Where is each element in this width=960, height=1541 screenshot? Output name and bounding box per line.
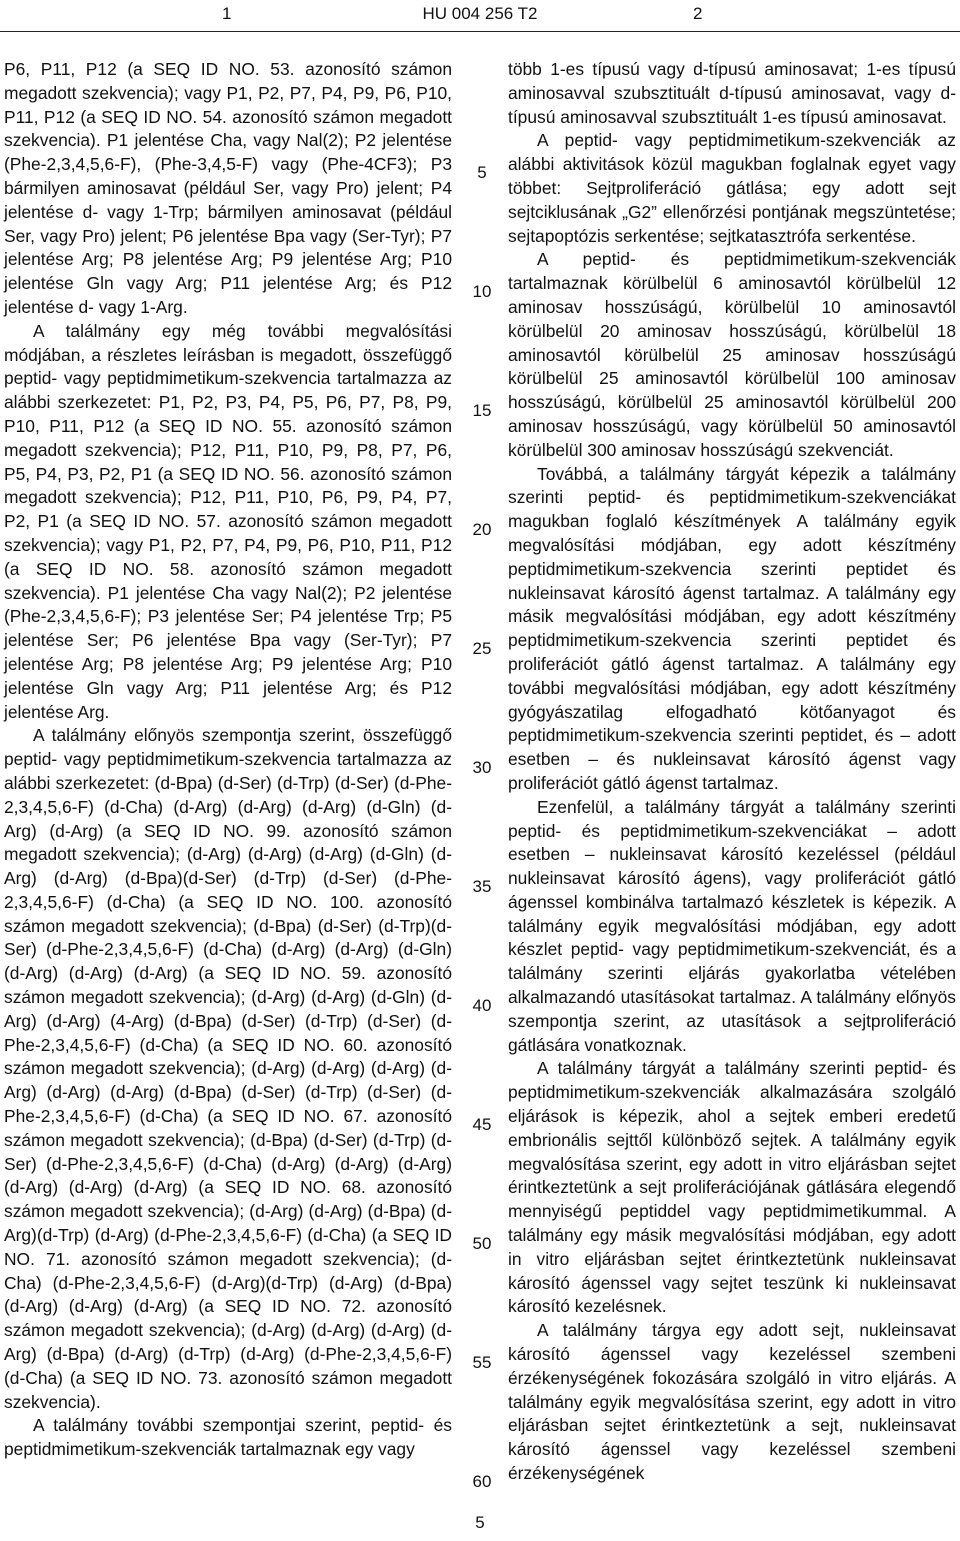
right-paragraph-4: Továbbá, a találmány tárgyát képezik a találmány szerinti peptid- és peptidmimetikum-szekvenciákat magukban foglaló készítmények A találmány egyik megvalósítási módjában, egy adott készítmény peptidmimetikum-szekvencia szerinti peptidet és nukleinsavat károsító ágenst tartalmaz. A találmány egy másik megvalósítási módjában, egy adott készítmény peptidmimetikum-szekvencia szerinti peptidet és proliferációt gátló ágenst tartalmaz. A találmány egy további megvalósítási módjában, egy adott készítmény gyógyászatilag elfogadható kötőanyagot és peptidmimetikum-szekvencia szerinti peptidet, és – adott esetben – és nukleinsavat károsító ágenst vagy proliferációt gátló ágenst tartalmaz. (508, 463, 956, 793)
right-paragraph-2: A peptid- vagy peptidmimetikum-szekvenciák az alábbi aktivitások közül magukban foglalnak egyet vagy többet: Sejtproliferáció gátlása; egy adott sejt sejtciklusának „G2” ellenőrzési pontjának megszüntetése; sejtapoptózis serkentése; sejtkatasztrófa serkentése. (508, 130, 956, 246)
left-column (4, 58, 452, 1462)
line-number: 5 (477, 163, 487, 182)
line-number: 55 (472, 1353, 492, 1372)
left-paragraph-2: A találmány egy még további megvalósítási módjában, a részletes leírásban is megadott, összefüggő peptid- vagy peptidmimetikum-szekvencia tartalmazza az alábbi szerkezetet: P1, P2, P3, P4, P5, P6, P7, P8, P9, P10, P11, P12 (a SEQ ID NO. 55. azonosító számon megadott szekvencia); P12, P11, P10, P9, P8, P7, P6, P5, P4, P3, P2, P1 (a SEQ ID NO. 56. azonosító számon megadott szekvencia); P12, P11, P10, P6, P9, P4, P7, P2, P1 (a SEQ ID NO. 57. azonosító számon megadott szekvencia); vagy P1, P2, P7, P4, P9, P6, P10, P11, P12 (a SEQ ID NO. 58. azonosító számon megadott szekvencia). P1 jelentése Cha vagy Nal(2); P2 jelentése (Phe-2,3,4,5,6-F); P3 jelentése Ser; P4 jelentése Trp; P5 jelentése Ser; P6 jelentése Bpa vagy (Ser-Tyr); P7 jelentése Arg; P8 jelentése Arg; P9 jelentése Arg; P10 jelentése Gln vagy Arg; P11 jelentése Arg; és P12 jelentése Arg. (4, 320, 452, 722)
left-paragraph-1: P6, P11, P12 (a SEQ ID NO. 53. azonosító számon megadott szekvencia); vagy P1, P2, P7, P4, P9, P6, P10, P11, P12 (a SEQ ID NO. 54. azonosító számon megadott szekvencia). P1 jelentése Cha, vagy Nal(2); P2 jelentése (Phe-2,3,4,5,6-F), (Phe-3,4,5-F) vagy (Phe-4CF3); P3 bármilyen aminosavat (például Ser, vagy Pro) jelent; P4 jelentése d- vagy 1-Trp; bármilyen aminosavat (például Ser, vagy Pro) jelent; P6 jelentése Bpa vagy (Ser-Tyr); P7 jelentése Arg; P8 jelentése Arg; P9 jelentése Arg; P10 jelentése Gln vagy Arg; P11 jelentése Arg; és P12 jelentése d- vagy 1-Arg. (4, 59, 452, 317)
line-number: 30 (472, 758, 492, 777)
line-number: 45 (472, 1115, 492, 1134)
right-paragraph-6: A találmány tárgyát a találmány szerinti peptid- és peptidmimetikum-szekvenciák alkalmazására szolgáló eljárások is képezik, ahol a sejtek emberi eredetű embrionális sejttől különböző sejtek. A találmány egyik megvalósítása szerint, egy adott in vitro eljárásban sejtet érintkeztetünk a sejt proliferációjának gátlására elegendő mennyiségű peptiddel vagy peptidmimetikummal. A találmány egy másik megvalósítási módjában, egy adott in vitro eljárásban sejtet érintkeztetünk nukleinsavat károsító ágenssel vagy sejtet teszünk ki nukleinsavat károsító kezelésnek. (508, 1058, 956, 1317)
footer-page-number: 5 (475, 1513, 485, 1532)
header-title: HU 004 256 T2 (422, 4, 538, 23)
line-number: 60 (472, 1472, 492, 1491)
line-number: 25 (472, 639, 492, 658)
line-number: 40 (472, 996, 492, 1015)
line-number: 15 (472, 401, 492, 420)
line-number: 20 (472, 520, 492, 539)
line-number: 50 (472, 1234, 492, 1253)
header-rule (0, 31, 960, 32)
header-page-right: 2 (693, 4, 703, 23)
right-paragraph-1: több 1-es típusú vagy d-típusú aminosavat; 1-es típusú aminosavval szubsztituált d-típusú aminosavat, vagy d-típusú aminosavval szubsztituált 1-es típusú aminosavat. (508, 59, 956, 127)
line-number: 35 (472, 877, 492, 896)
left-paragraph-4: A találmány további szempontjai szerint, peptid- és peptidmimetikum-szekvenciák tartalmaznak egy vagy (4, 1415, 452, 1460)
right-column (508, 58, 956, 1486)
right-paragraph-5: Ezenfelül, a találmány tárgyát a találmány szerinti peptid- és peptidmimetikum-szekvenciákat – adott esetben – nukleinsavat károsító kezeléssel (például nukleinsavat károsító ágens), vagy proliferációt gátló ágenssel kombinálva tartalmazó készletek is képezik. A találmány egyik megvalósítási módjában, egy adott készlet peptid- vagy peptidmimetikum-szekvenciát, és a találmány szerinti eljárás gyakorlatba vételében alkalmazandó utasításokat tartalmaz. A találmány előnyös szempontja szerint, az utasítások a sejtproliferáció gátlására vonatkoznak. (508, 796, 956, 1055)
header-page-left: 1 (222, 4, 232, 23)
right-paragraph-3: A peptid- és peptidmimetikum-szekvenciák tartalmaznak körülbelül 6 aminosavtól körülbelül 12 aminosav hosszúságú, körülbelül 10 aminosavtól körülbelül 20 aminosav hosszúságú, körülbelül 18 aminosavtól körülbelül 25 aminosav hosszúságú körülbelül 25 aminosavtól körülbelül 100 aminosav hosszúságú, körülbelül 25 aminosavtól körülbelül 200 aminosav hosszúságú, vagy körülbelül 50 aminosavtól körülbelül 300 aminosav hosszúságú szekvenciát. (508, 249, 956, 460)
right-paragraph-7: A találmány tárgya egy adott sejt, nukleinsavat károsító ágenssel vagy kezeléssel szembeni érzékenységének fokozására szolgáló in vitro eljárás. A találmány egyik megvalósítása szerint, egy adott in vitro eljárásban sejtet érintkeztetünk a sejt, nukleinsavat károsító ágenssel vagy kezeléssel szembeni érzékenységének (508, 1320, 956, 1484)
left-paragraph-3: A találmány előnyös szempontja szerint, összefüggő peptid- vagy peptidmimetikum-szekvencia tartalmazza az alábbi szerkezetet: (d-Bpa) (d-Ser) (d-Trp) (d-Ser) (d-Phe-2,3,4,5,6-F) (d-Cha) (d-Arg) (d-Arg) (d-Arg) (d-Gln) (d-Arg) (d-Arg) (a SEQ ID NO. 99. azonosító számon megadott szekvencia); (d-Arg) (d-Arg) (d-Arg) (d-Gln) (d-Arg) (d-Arg) (d-Bpa)(d-Ser) (d-Trp) (d-Ser) (d-Phe-2,3,4,5,6-F) (d-Cha) (a SEQ ID NO. 100. azonosító számon megadott szekvencia); (d-Bpa) (d-Ser) (d-Trp)(d-Ser) (d-Phe-2,3,4,5,6-F) (d-Cha) (d-Arg) (d-Arg) (d-Gln) (d-Arg) (d-Arg) (d-Arg) (a SEQ ID NO. 59. azonosító számon megadott szekvencia); (d-Arg) (d-Arg) (d-Gln) (d-Arg) (d-Arg) (4-Arg) (d-Bpa) (d-Ser) (d-Trp) (d-Ser) (d-Phe-2,3,4,5,6-F) (d-Cha) (a SEQ ID NO. 60. azonosító számon megadott szekvencia); (d-Arg) (d-Arg) (d-Arg) (d-Arg) (d-Arg) (d-Arg) (d-Bpa) (d-Ser) (d-Trp) (d-Ser) (d-Phe-2,3,4,5,6-F) (d-Cha) (a SEQ ID NO. 67. azonosító számon megadott szekvencia); (d-Bpa) (d-Ser) (d-Trp) (d-Ser) (d-Phe-2,3,4,5,6-F) (d-Cha) (d-Arg) (d-Arg) (d-Arg) (d-Arg) (d-Arg) (d-Arg) (a SEQ ID NO. 68. azonosító számon megadott szekvencia); (d-Arg) (d-Arg) (d-Bpa) (d-Arg)(d-Trp) (d-Arg) (d-Phe-2,3,4,5,6-F) (d-Cha) (a SEQ ID NO. 71. azonosító számon megadott szekvencia); (d-Cha) (d-Phe-2,3,4,5,6-F) (d-Arg)(d-Trp) (d-Arg) (d-Bpa) (d-Arg) (d-Arg) (d-Arg) (a SEQ ID NO. 72. azonosító számon megadott szekvencia); (d-Arg) (d-Arg) (d-Arg) (d-Arg) (d-Bpa) (d-Arg) (d-Trp) (d-Arg) (d-Phe-2,3,4,5,6-F) (d-Cha) (a SEQ ID NO. 73. azonosító számon megadott szekvencia). (4, 725, 452, 1412)
line-number: 10 (472, 282, 492, 301)
